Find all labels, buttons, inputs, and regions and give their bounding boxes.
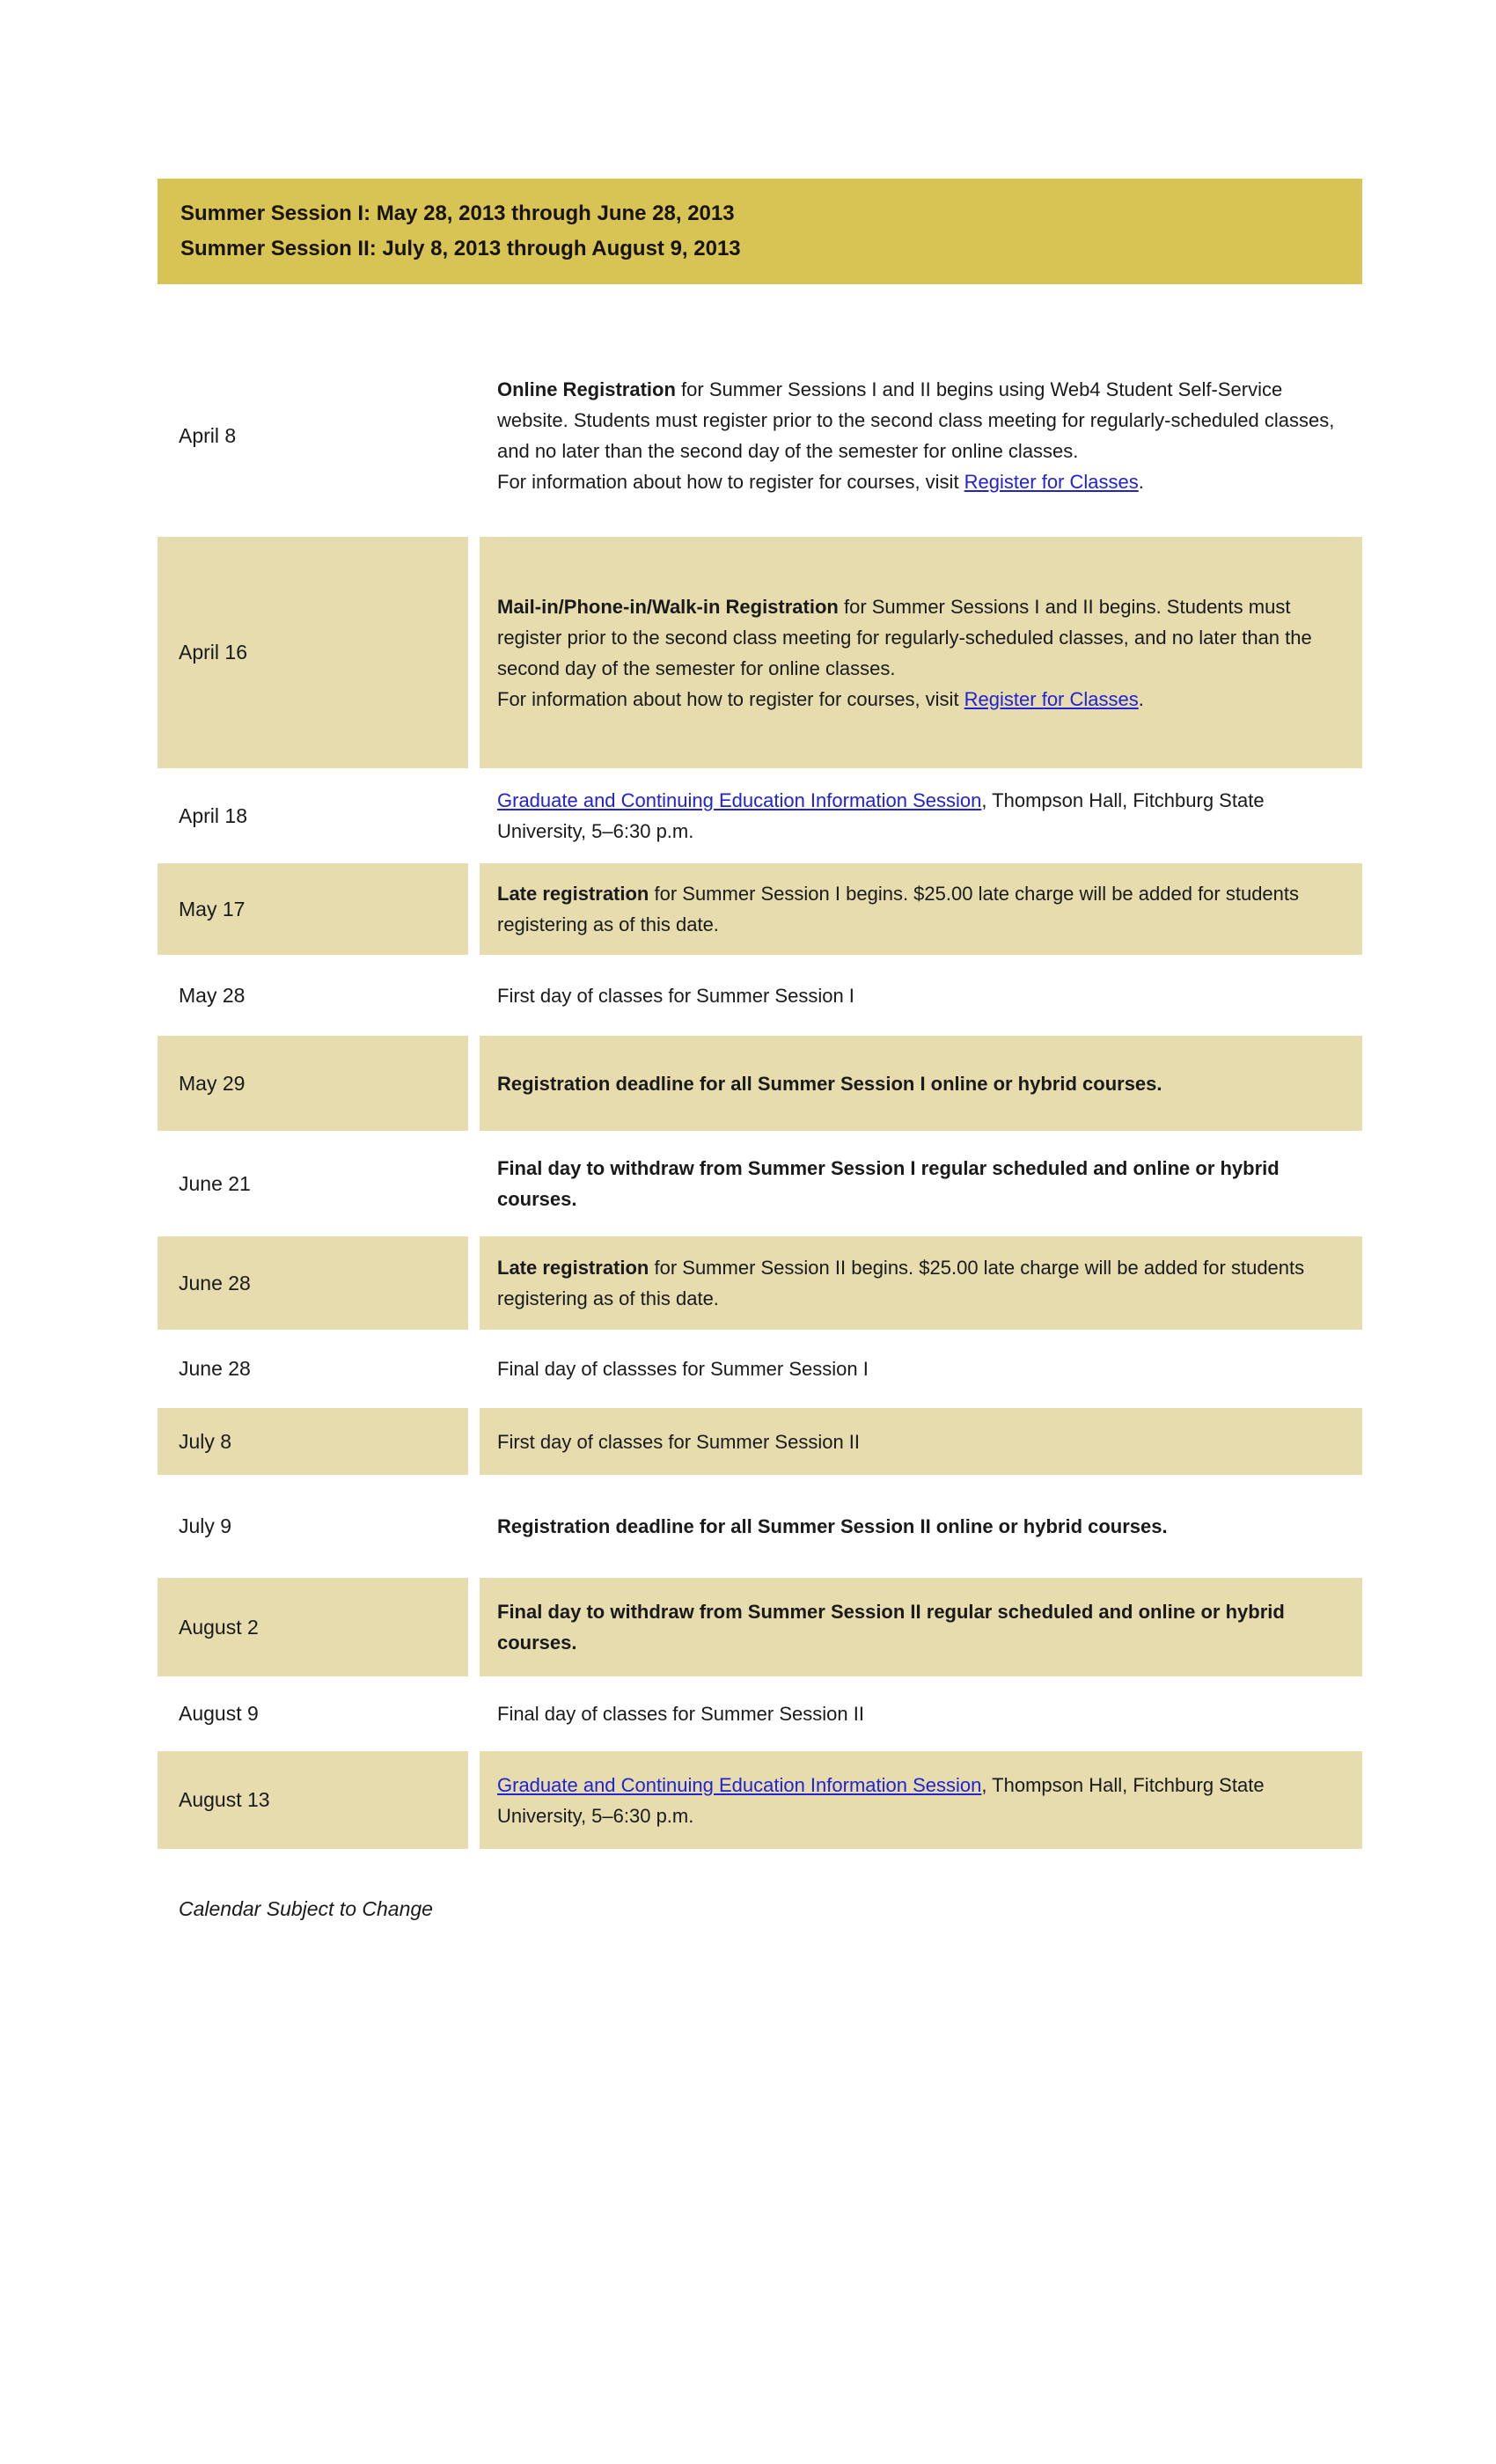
column-gutter <box>468 768 480 863</box>
event-text-bold: Registration deadline for all Summer Session II online or hybrid courses. <box>497 1515 1168 1537</box>
event-text: for Summer Session II begins. $25.00 late charge will be added for students registering as of this date. <box>497 1257 1305 1309</box>
event-description-text <box>497 1353 869 1384</box>
event-date <box>158 768 468 863</box>
event-description-text <box>497 878 1338 940</box>
event-text: for Summer Session I begins. $25.00 late charge will be added for students registering as of this date. <box>497 883 1300 935</box>
event-date <box>158 1036 468 1131</box>
event-text: Final day of classes for Summer Session II <box>497 1703 864 1725</box>
event-description-text <box>497 374 1338 497</box>
event-date-label: May 17 <box>179 897 246 920</box>
event-description <box>480 863 1362 955</box>
event-date <box>158 955 468 1036</box>
event-link[interactable]: Graduate and Continuing Education Information Session <box>497 1773 982 1796</box>
event-link[interactable]: Graduate and Continuing Education Information Session <box>497 789 982 811</box>
event-description-text <box>497 591 1338 715</box>
column-gutter <box>468 1330 480 1408</box>
schedule-row <box>158 537 1362 768</box>
event-description-text <box>497 1252 1338 1314</box>
event-date <box>158 1236 468 1330</box>
event-text: . <box>1138 471 1144 493</box>
event-description-text <box>497 980 854 1011</box>
event-date-label: April 8 <box>179 423 237 447</box>
event-link[interactable]: Register for Classes <box>964 687 1139 710</box>
event-description <box>480 1578 1362 1676</box>
event-date-label: July 9 <box>179 1514 232 1537</box>
event-text: Final day of classses for Summer Session I <box>497 1358 869 1380</box>
event-text-bold: Late registration <box>497 1257 649 1279</box>
event-description-text <box>497 1426 860 1457</box>
event-description <box>480 1475 1362 1578</box>
schedule-row <box>158 1236 1362 1330</box>
schedule-row <box>158 334 1362 537</box>
schedule-row <box>158 863 1362 955</box>
event-description-text <box>497 1511 1168 1542</box>
event-text: , Thompson Hall, Fitchburg State University, 5–6:30 p.m. <box>497 789 1265 842</box>
event-description <box>480 955 1362 1036</box>
event-date <box>158 1578 468 1676</box>
column-gutter <box>468 863 480 955</box>
column-gutter <box>468 1578 480 1676</box>
schedule-row <box>158 1330 1362 1408</box>
event-description-text <box>497 1770 1338 1831</box>
event-date-label: May 29 <box>179 1071 246 1095</box>
event-date-label: April 16 <box>179 641 247 664</box>
event-date-label: April 18 <box>179 803 247 827</box>
event-date <box>158 1330 468 1408</box>
column-gutter <box>468 334 480 537</box>
schedule-row <box>158 1751 1362 1849</box>
event-text-bold: Mail-in/Phone-in/Walk-in Registration <box>497 595 839 618</box>
event-date-label: June 28 <box>179 1271 251 1294</box>
schedule-row <box>158 1036 1362 1131</box>
calendar-note: Calendar Subject to Change <box>179 1897 433 1920</box>
event-date-label: August 13 <box>179 1788 270 1811</box>
event-description-text <box>497 1153 1338 1214</box>
event-text-bold: Online Registration <box>497 378 676 400</box>
event-text: First day of classes for Summer Session I <box>497 984 854 1007</box>
event-text-bold: Final day to withdraw from Summer Session I regular scheduled and online or hybrid courses. <box>497 1157 1280 1210</box>
event-date <box>158 1131 468 1236</box>
event-description <box>480 334 1362 537</box>
event-date-label: June 28 <box>179 1357 251 1380</box>
event-description <box>480 1036 1362 1131</box>
event-date <box>158 863 468 955</box>
event-text-bold: Final day to withdraw from Summer Session II regular scheduled and online or hybrid courses. <box>497 1601 1285 1654</box>
event-date <box>158 1676 468 1751</box>
column-gutter <box>468 1676 480 1751</box>
column-gutter <box>468 1036 480 1131</box>
event-text: For information about how to register for courses, visit <box>497 471 964 493</box>
event-date <box>158 334 468 537</box>
column-gutter <box>468 955 480 1036</box>
column-gutter <box>468 1236 480 1330</box>
event-date <box>158 1408 468 1475</box>
event-text-bold: Late registration <box>497 883 649 905</box>
summer-sessions-banner <box>158 179 1362 284</box>
event-date-label: August 2 <box>179 1615 259 1639</box>
schedule-row <box>158 1131 1362 1236</box>
schedule-row <box>158 1578 1362 1676</box>
event-description <box>480 1131 1362 1236</box>
event-text: , Thompson Hall, Fitchburg State University, 5–6:30 p.m. <box>497 1773 1265 1827</box>
event-text: First day of classes for Summer Session II <box>497 1430 861 1453</box>
column-gutter <box>468 537 480 768</box>
event-text-bold: Registration deadline for all Summer Session I online or hybrid courses. <box>497 1072 1162 1095</box>
event-date-label: July 8 <box>179 1429 232 1453</box>
schedule-row <box>158 1676 1362 1751</box>
event-date-label: May 28 <box>179 983 246 1007</box>
event-description <box>480 1236 1362 1330</box>
event-date <box>158 1751 468 1849</box>
event-description <box>480 1751 1362 1849</box>
event-date-label: June 21 <box>179 1171 251 1195</box>
event-description-text <box>497 1698 864 1729</box>
column-gutter <box>468 1475 480 1578</box>
schedule-table <box>158 334 1362 1849</box>
event-description <box>480 1676 1362 1751</box>
event-date-label: August 9 <box>179 1702 259 1725</box>
event-description <box>480 1330 1362 1408</box>
event-description <box>480 768 1362 863</box>
event-text: for Summer Sessions I and II begins. Students must register prior to the second class meeting for regularly-scheduled classes, and no later than the second day of the semester for online classes. <box>497 595 1312 679</box>
event-date <box>158 537 468 768</box>
column-gutter <box>468 1131 480 1236</box>
column-gutter <box>468 1408 480 1475</box>
event-description-text <box>497 1068 1162 1099</box>
event-description-text <box>497 785 1338 847</box>
event-text: for Summer Sessions I and II begins using Web4 Student Self-Service website. Students must register prior to the second class meeting for regularly-scheduled classes, and no later than the second day of the semester for online classes. <box>497 378 1335 462</box>
banner-line-session-2: Summer Session II: July 8, 2013 through August 9, 2013 <box>180 237 741 260</box>
column-gutter <box>468 1751 480 1849</box>
event-link[interactable]: Register for Classes <box>964 471 1139 493</box>
schedule-row <box>158 1475 1362 1578</box>
schedule-row <box>158 1408 1362 1475</box>
event-description-text <box>497 1596 1338 1658</box>
schedule-row <box>158 768 1362 863</box>
event-description <box>480 1408 1362 1475</box>
event-text: . <box>1138 687 1144 710</box>
event-date <box>158 1475 468 1578</box>
event-text: For information about how to register for courses, visit <box>497 687 964 710</box>
schedule-row <box>158 955 1362 1036</box>
event-description <box>480 537 1362 768</box>
banner-line-session-1: Summer Session I: May 28, 2013 through June 28, 2013 <box>180 202 735 225</box>
